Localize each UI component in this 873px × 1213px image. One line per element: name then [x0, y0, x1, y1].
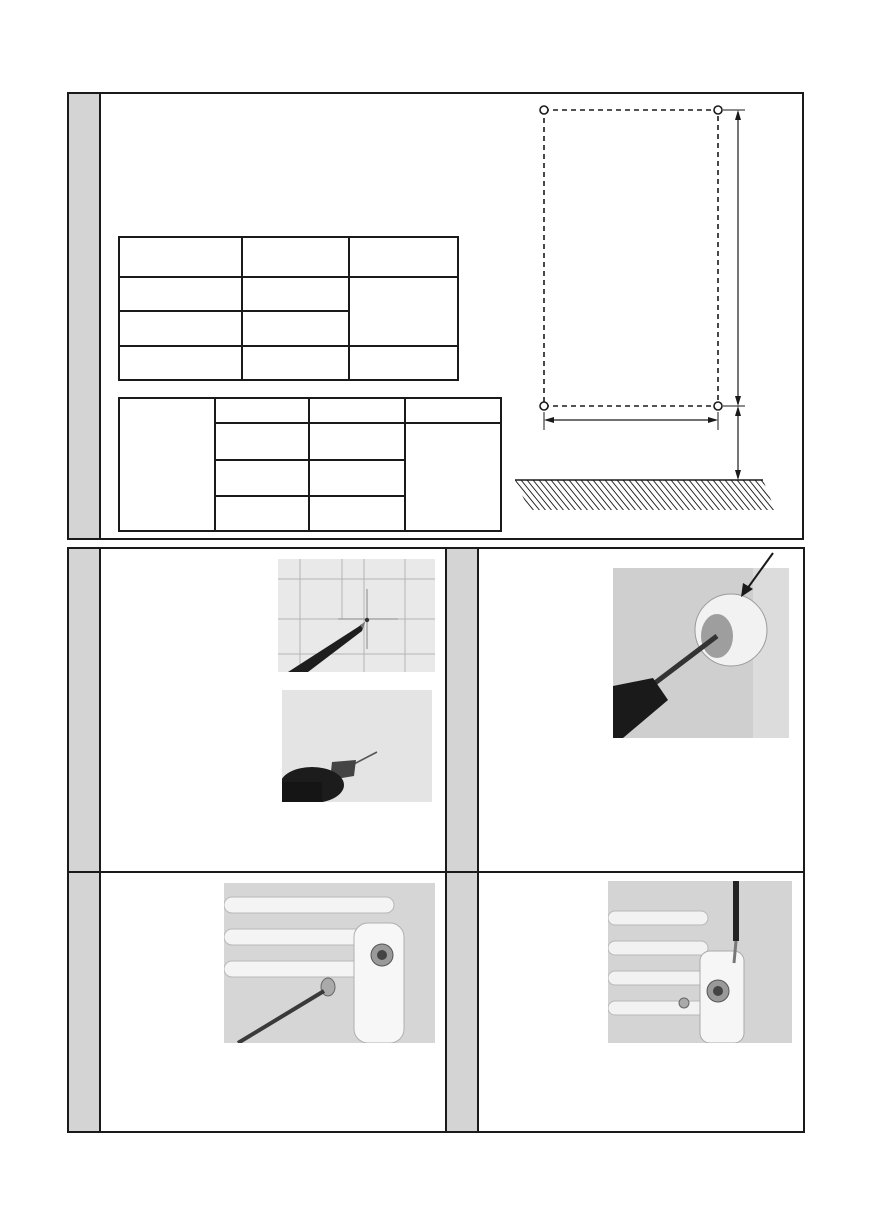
photo-pencil-marking	[278, 559, 435, 672]
step-side-band	[69, 94, 101, 538]
dimension-table-1	[118, 236, 461, 384]
step-side-band	[69, 549, 101, 871]
arrow-indicator	[737, 551, 777, 601]
mounting-layout-panel	[67, 92, 804, 540]
step-side-band	[447, 549, 479, 871]
step-side-band	[69, 873, 101, 1131]
photo-side-screw	[224, 883, 435, 1043]
mounting-hole-diagram	[509, 100, 799, 520]
step-side-band	[447, 873, 479, 1131]
hole-bottom-right	[714, 402, 722, 410]
hole-top-left	[540, 106, 548, 114]
hole-bottom-left	[540, 402, 548, 410]
step-mark-and-drill	[67, 547, 447, 873]
photo-drilling-wall	[282, 690, 432, 802]
step-insert-bracket	[445, 547, 805, 873]
hole-top-right	[714, 106, 722, 114]
step-tighten-screw	[445, 871, 805, 1133]
dimension-table-2	[118, 397, 504, 534]
photo-top-screw	[608, 881, 792, 1043]
step-mount-radiator	[67, 871, 447, 1133]
